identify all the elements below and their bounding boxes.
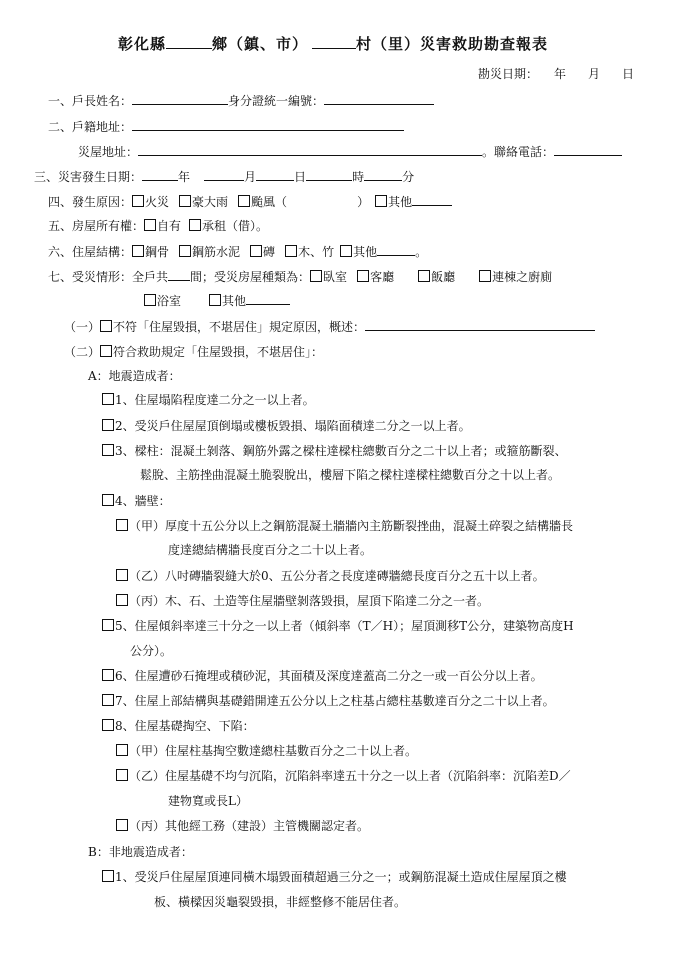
- structure-other-checkbox[interactable]: [340, 245, 352, 257]
- disaster-minute-field[interactable]: [364, 168, 402, 181]
- kitchen-label: 連棟之廚廁: [492, 270, 553, 284]
- rooms-label: 間；受災房屋種類為：: [190, 270, 311, 284]
- b1-row: [102, 869, 567, 885]
- a8-row: [102, 718, 255, 734]
- not-qualified-checkbox[interactable]: [100, 320, 112, 332]
- disaster-hour-field[interactable]: [306, 168, 352, 181]
- structure-label: 六、住屋結構：: [48, 245, 133, 259]
- a5-row: [102, 618, 574, 634]
- brick-label: 磚: [263, 245, 276, 259]
- structure-other-label: 其他: [353, 245, 378, 259]
- a8c-checkbox[interactable]: [116, 819, 128, 831]
- a8a-text: （甲）住屋柱基掏空數達總柱基數百分之二十以上者。: [129, 744, 418, 758]
- rooms-field[interactable]: [168, 268, 190, 281]
- not-qualified-label: 不符「住屋毀損，不堪居住」規定原因，概述：: [113, 320, 366, 334]
- bedroom-checkbox[interactable]: [310, 270, 322, 282]
- cause-row: [48, 193, 452, 210]
- b1-text-cont: 板、橫樑因災龜裂毀損，非經整修不能居住者。: [154, 895, 407, 909]
- structure-other-field[interactable]: [377, 243, 415, 256]
- wood-label: 木、竹: [298, 245, 335, 259]
- a2-row: [102, 418, 471, 434]
- a4-row: [102, 493, 171, 509]
- qualified-label: 符合救助規定「住屋毀損，不堪居住」：: [113, 345, 324, 359]
- a3-row: [102, 443, 567, 459]
- a5-text-cont: 公分）。: [130, 644, 173, 658]
- township-blank[interactable]: [166, 36, 212, 49]
- a8b-checkbox[interactable]: [116, 769, 128, 781]
- a4-checkbox[interactable]: [102, 494, 114, 506]
- survey-month: 月: [588, 67, 601, 81]
- a7-row: [102, 693, 555, 709]
- survey-day: 日: [622, 67, 635, 81]
- a8a-checkbox[interactable]: [116, 744, 128, 756]
- damage-row: [48, 268, 552, 285]
- bathroom-label: 浴室: [157, 294, 182, 308]
- form-title: [118, 36, 548, 52]
- a4b-checkbox[interactable]: [116, 569, 128, 581]
- rent-label: 承租（借）。: [202, 219, 269, 233]
- a4c-row: [116, 593, 489, 609]
- not-qualified-field[interactable]: [365, 318, 595, 331]
- dining-room-label: 飯廳: [431, 270, 456, 284]
- damage-total-label: 全戶共: [132, 270, 169, 284]
- damage-other-label: 其他: [222, 294, 247, 308]
- cause-other-field[interactable]: [412, 193, 452, 206]
- disaster-address-label: 災屋地址：: [78, 145, 139, 159]
- qualified-row: [64, 344, 323, 360]
- living-room-checkbox[interactable]: [357, 270, 369, 282]
- bedroom-label: 臥室: [323, 270, 348, 284]
- earthquake-heading: A：地震造成者：: [88, 369, 181, 383]
- survey-year: 年: [554, 67, 567, 81]
- registered-address-row: [48, 118, 404, 135]
- a1-text: 1、住屋塌陷程度達二分之一以上者。: [115, 393, 315, 407]
- cause-typhoon-label: 颱風（: [251, 195, 288, 209]
- non-earthquake-heading: B：非地震造成者：: [88, 845, 193, 859]
- qualified-checkbox[interactable]: [100, 345, 112, 357]
- disaster-address-field[interactable]: [138, 143, 482, 156]
- id-number-field[interactable]: [324, 92, 434, 105]
- a4a-row: [116, 518, 573, 534]
- a8-checkbox[interactable]: [102, 719, 114, 731]
- disaster-month-field[interactable]: [204, 168, 244, 181]
- ownership-row: [48, 218, 268, 234]
- a1-row: [102, 392, 315, 408]
- cause-other-label: 其他: [388, 195, 413, 209]
- cause-label: 四、發生原因：: [48, 195, 133, 209]
- disaster-date-label: 三、災害發生日期：: [34, 170, 143, 184]
- household-head-label: 一、戶長姓名：: [48, 94, 133, 108]
- survey-date-label: 勘災日期：: [478, 67, 539, 81]
- disaster-hour-label: 時: [352, 170, 365, 184]
- not-qualified-row: [64, 318, 595, 335]
- rc-checkbox[interactable]: [179, 245, 191, 257]
- rent-checkbox[interactable]: [189, 219, 201, 231]
- disaster-month-label: 月: [244, 170, 257, 184]
- a4-text: 4、牆壁：: [115, 494, 171, 508]
- a5-text: 5、住屋傾斜率達三十分之一以上者（傾斜率（T／H）；屋頂測移T公分，建築物高度H: [115, 619, 574, 633]
- household-head-field[interactable]: [132, 92, 228, 105]
- a4b-text: （乙）八吋磚牆裂縫大於0、五公分者之長度達磚牆總長度百分之五十以上者。: [129, 569, 545, 583]
- title-village: 村（里）災害救助勘查報表: [356, 35, 549, 53]
- a4c-text: （丙）木、石、土造等住屋牆壁剝落毀損，屋頂下陷達二分之一者。: [129, 594, 490, 608]
- damage-other-field[interactable]: [246, 292, 290, 305]
- structure-row: [48, 243, 427, 260]
- a8b-text: （乙）住屋基礎不均勻沉陷，沉陷斜率達五十分之一以上者（沉陷斜率：沉陷差D／: [129, 769, 571, 783]
- damage-label: 七、受災情形：: [48, 270, 133, 284]
- brick-checkbox[interactable]: [250, 245, 262, 257]
- phone-field[interactable]: [554, 143, 622, 156]
- b1-checkbox[interactable]: [102, 870, 114, 882]
- disaster-year-field[interactable]: [142, 168, 178, 181]
- cause-rain-label: 豪大雨: [192, 195, 229, 209]
- a2-checkbox[interactable]: [102, 419, 114, 431]
- a4a-text: （甲）厚度十五公分以上之鋼筋混凝土牆牆內主筋斷裂挫曲，混凝土碎裂之結構牆長: [129, 519, 574, 533]
- damage-row-2: [144, 292, 290, 309]
- qualified-num: （二）: [64, 345, 101, 359]
- steel-checkbox[interactable]: [132, 245, 144, 257]
- village-blank[interactable]: [312, 36, 356, 49]
- cause-fire-label: 火災: [145, 195, 170, 209]
- disaster-date-row: [34, 168, 414, 185]
- a4a-text-cont: 度達總結構牆長度百分之二十以上者。: [168, 543, 373, 557]
- a4b-row: [116, 568, 545, 584]
- disaster-address-row: [78, 143, 622, 160]
- own-label: 自有: [157, 219, 182, 233]
- kitchen-checkbox[interactable]: [479, 270, 491, 282]
- disaster-day-field[interactable]: [256, 168, 294, 181]
- a3-text-cont: 鬆脫、主筋挫曲混凝土脆裂脫出，樓層下陷之樑柱達樑柱總數百分之十以上者。: [140, 468, 561, 482]
- a8b-text-cont: 建物寬或長L）: [168, 794, 248, 808]
- dining-room-checkbox[interactable]: [418, 270, 430, 282]
- wood-checkbox[interactable]: [285, 245, 297, 257]
- a4c-checkbox[interactable]: [116, 594, 128, 606]
- ownership-label: 五、房屋所有權：: [48, 219, 145, 233]
- cause-rain-checkbox[interactable]: [179, 195, 191, 207]
- title-county: 彰化縣: [118, 35, 167, 53]
- a3-text: 3、樑柱：混凝土剝落、鋼筋外露之樑柱達樑柱總數百分之二十以上者；或箍筋斷裂、: [115, 444, 567, 458]
- a7-text: 7、住屋上部結構與基礎錯開達五公分以上之柱基占總柱基數達百分之二十以上者。: [115, 694, 555, 708]
- disaster-minute-label: 分: [402, 170, 415, 184]
- a6-checkbox[interactable]: [102, 669, 114, 681]
- a8a-row: [116, 743, 417, 759]
- b1-text: 1、受災戶住屋屋頂連同橫木塌毀面積超過三分之一；或鋼筋混凝土造成住屋屋頂之樓: [115, 870, 567, 884]
- a8b-row: [116, 768, 571, 784]
- household-head-row: [48, 92, 434, 109]
- cause-typhoon-checkbox[interactable]: [238, 195, 250, 207]
- not-qualified-num: （一）: [64, 320, 101, 334]
- disaster-day-label: 日: [294, 170, 307, 184]
- a2-text: 2、受災戶住屋屋頂倒塌或樓板毀損、塌陷面積達二分之一以上者。: [115, 419, 471, 433]
- disaster-year-label: 年: [178, 170, 191, 184]
- bathroom-checkbox[interactable]: [144, 294, 156, 306]
- phone-label: 。聯絡電話：: [482, 145, 555, 159]
- living-room-label: 客廳: [370, 270, 395, 284]
- a8c-text: （丙）其他經工務（建設）主管機關認定者。: [129, 819, 370, 833]
- id-number-label: 身分證統一編號：: [228, 94, 325, 108]
- a7-checkbox[interactable]: [102, 694, 114, 706]
- a3-checkbox[interactable]: [102, 444, 114, 456]
- cause-typhoon-close: ）: [357, 195, 370, 209]
- a6-row: [102, 668, 543, 684]
- registered-address-field[interactable]: [132, 118, 404, 131]
- a4a-checkbox[interactable]: [116, 519, 128, 531]
- cause-fire-checkbox[interactable]: [132, 195, 144, 207]
- a1-checkbox[interactable]: [102, 393, 114, 405]
- title-township: 鄉（鎮、市）: [212, 35, 309, 53]
- damage-other-checkbox[interactable]: [209, 294, 221, 306]
- structure-end: 。: [415, 245, 428, 259]
- a8c-row: [116, 818, 369, 834]
- a6-text: 6、住屋遭砂石掩埋或積砂泥，其面積及深度達蓋高二分之一或一百公分以上者。: [115, 669, 543, 683]
- registered-address-label: 二、戶籍地址：: [48, 120, 133, 134]
- steel-label: 鋼骨: [145, 245, 170, 259]
- survey-date: [478, 66, 634, 82]
- own-checkbox[interactable]: [144, 219, 156, 231]
- rc-label: 鋼筋水泥: [192, 245, 241, 259]
- cause-other-checkbox[interactable]: [375, 195, 387, 207]
- a5-checkbox[interactable]: [102, 619, 114, 631]
- a8-text: 8、住屋基礎掏空、下陷：: [115, 719, 255, 733]
